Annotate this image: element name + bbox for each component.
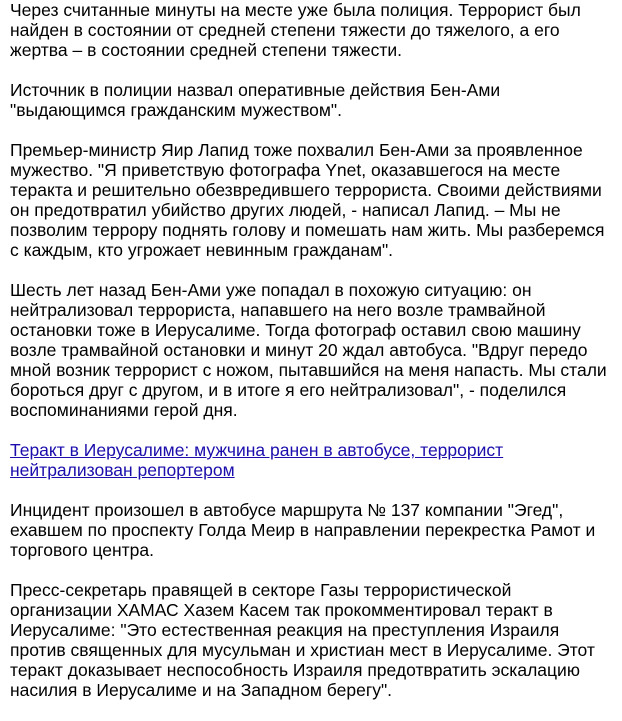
related-article-block xyxy=(10,440,614,480)
article-paragraph: Пресс-секретарь правящей в секторе Газы террористической организации ХАМАС Хазем Касем так прокомментировал теракт в Иерусалиме: "Это естественная реакция на преступления Израиля против священных для мусульман и христиан мест в Иерусалиме. Этот теракт доказывает неспособность Израиля предотвратить эскалацию насилия в Иерусалиме и на Западном берегу". xyxy=(10,580,595,700)
article-paragraph: Через считанные минуты на месте уже была полиция. Террорист был найден в состоянии от средней степени тяжести до тяжелого, а его жертва – в состоянии средней степени тяжести. xyxy=(10,0,581,60)
article-paragraph: Источник в полиции назвал оперативные действия Бен-Ами "выдающимся гражданским мужеством". xyxy=(10,80,501,120)
article-paragraph: Премьер-министр Яир Лапид тоже похвалил Бен-Ами за проявленное мужество. "Я приветствую фотографа Ynet, оказавшегося на месте теракта и решительно обезвредившего террориста. Своими действиями он предотвратил убийство других людей, - написал Лапид. – Мы не позволим террору поднять голову и помешать нам жить. Мы разберемся с каждым, кто угрожает невинным гражданам". xyxy=(10,140,605,260)
article-paragraph: Инцидент произошел в автобусе маршрута № 137 компании "Эгед", ехавшем по проспекту Голда Меир в направлении перекрестка Рамот и торгового центра. xyxy=(10,500,596,560)
related-article-link[interactable]: Теракт в Иерусалиме: мужчина ранен в автобусе, террорист нейтрализован репортером xyxy=(10,440,504,480)
article-paragraph: Шесть лет назад Бен-Ами уже попадал в похожую ситуацию: он нейтрализовал террориста, напавшего на него возле трамвайной остановки тоже в Иерусалиме. Тогда фотограф оставил свою машину возле трамвайной остановки и минут 20 ждал автобуса. "Вдруг передо мной возник террорист с ножом, пытавшийся на меня напасть. Мы стали бороться друг с другом, и в итоге я его нейтрализовал", - поделился воспоминаниями герой дня. xyxy=(10,280,607,420)
